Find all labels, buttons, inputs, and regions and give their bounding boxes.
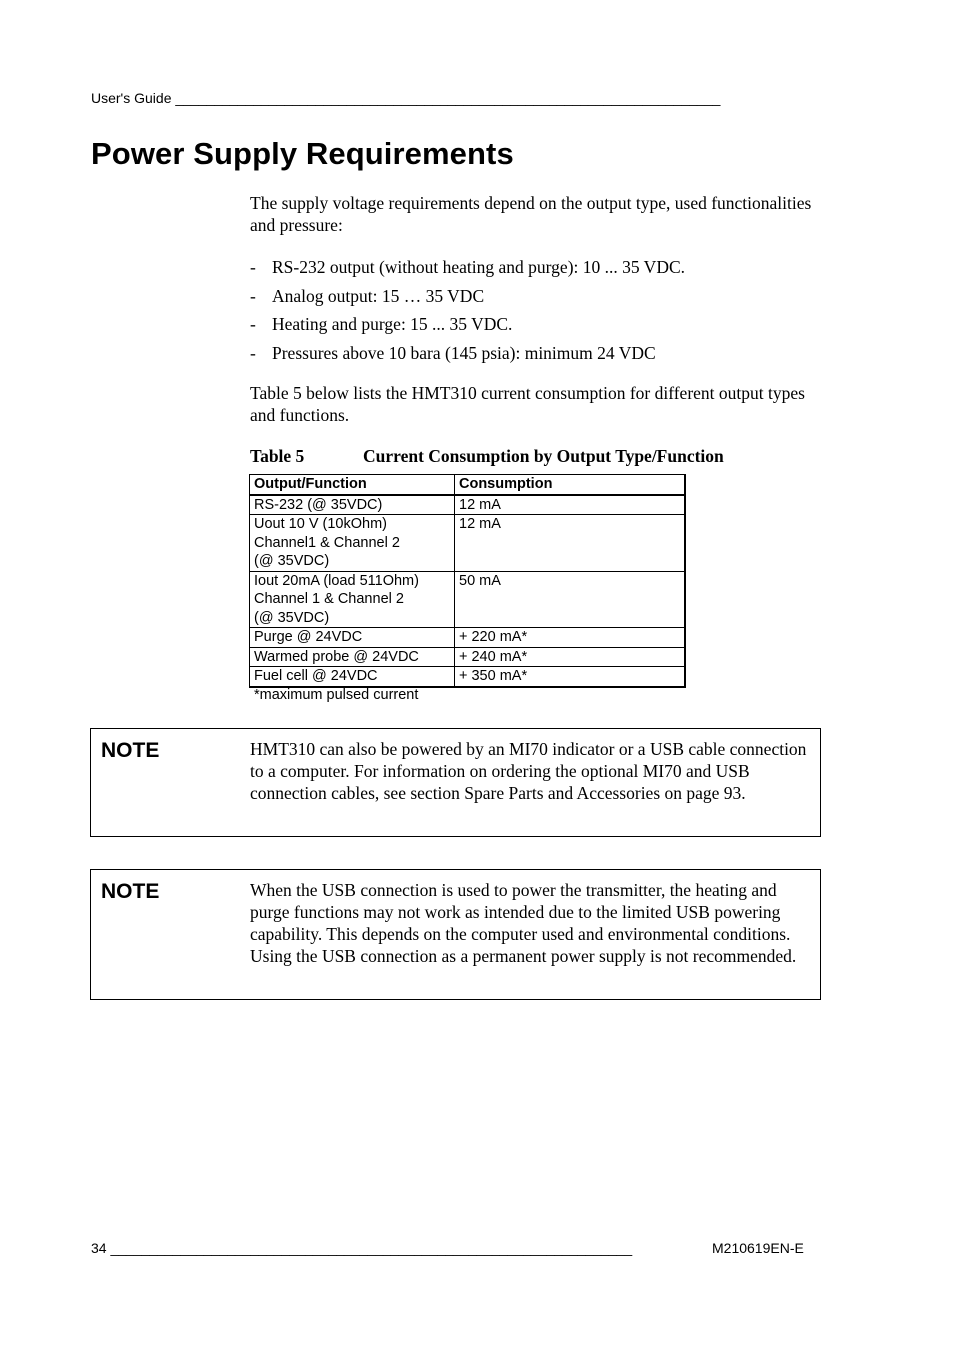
column-header-function: Output/Function bbox=[250, 475, 455, 495]
table-row bbox=[250, 647, 686, 667]
cell-consumption: 12 mA bbox=[455, 495, 686, 515]
table-row bbox=[250, 495, 686, 515]
note-box bbox=[90, 728, 821, 837]
cell-function: Uout 10 V (10kOhm) Channel1 & Channel 2 (@ 35VDC) bbox=[250, 515, 455, 572]
bullet-dash: - bbox=[250, 257, 256, 277]
cell-consumption: + 240 mA* bbox=[455, 647, 686, 667]
cell-function: Purge @ 24VDC bbox=[250, 628, 455, 648]
cell-function: Fuel cell @ 24VDC bbox=[250, 667, 455, 687]
cell-consumption: + 350 mA* bbox=[455, 667, 686, 687]
bullet-dash: - bbox=[250, 314, 256, 334]
table-row bbox=[250, 571, 686, 628]
list-item bbox=[250, 255, 685, 284]
column-header-consumption: Consumption bbox=[455, 475, 686, 495]
cell-consumption: + 220 mA* bbox=[455, 628, 686, 648]
table-caption-number: Table 5 bbox=[250, 446, 305, 466]
cell-function: Iout 20mA (load 511Ohm) Channel 1 & Channel 2 (@ 35VDC) bbox=[250, 571, 455, 628]
page-title: Power Supply Requirements bbox=[91, 136, 514, 171]
list-item-text: Analog output: 15 … 35 VDC bbox=[272, 285, 485, 306]
table-caption bbox=[250, 446, 724, 467]
requirements-list bbox=[250, 255, 685, 369]
bullet-dash: - bbox=[250, 342, 256, 363]
note-box bbox=[90, 869, 821, 1000]
cell-function: Warmed probe @ 24VDC bbox=[250, 647, 455, 667]
table-footnote: *maximum pulsed current bbox=[254, 687, 419, 703]
table-row bbox=[250, 667, 686, 687]
list-item-text: RS-232 output (without heating and purge): 10 ... 35 VDC. bbox=[272, 257, 686, 277]
note-label: NOTE bbox=[101, 880, 160, 903]
page-number-footer: 34 ___________________________________________________________________ bbox=[91, 1240, 633, 1256]
list-item bbox=[250, 312, 685, 341]
cell-consumption: 50 mA bbox=[455, 571, 686, 628]
list-item-text: Heating and purge: 15 ... 35 VDC. bbox=[272, 314, 513, 334]
note-text: HMT310 can also be powered by an MI70 indicator or a USB cable connection to a computer. For information on ordering the optional MI70 and USB connection cables, see section Spare Parts and Accessories on page 93. bbox=[250, 739, 807, 803]
cell-consumption: 12 mA bbox=[455, 515, 686, 572]
table-row bbox=[250, 628, 686, 648]
note-text: When the USB connection is used to power the transmitter, the heating and purge functions may not work as intended due to the limited USB powering capability. This depends on the computer used and environmental conditions. Using the USB connection as a permanent power supply is not recommended. bbox=[250, 880, 797, 966]
table-row bbox=[250, 515, 686, 572]
intro-paragraph: The supply voltage requirements depend on the output type, used functionalities and pressure: bbox=[250, 193, 812, 235]
bullet-dash: - bbox=[250, 285, 256, 306]
list-item-text: Pressures above 10 bara (145 psia): minimum 24 VDC bbox=[272, 342, 656, 363]
note-label: NOTE bbox=[101, 739, 160, 762]
list-item bbox=[250, 284, 685, 313]
table-caption-title: Current Consumption by Output Type/Function bbox=[363, 446, 724, 466]
document-code: M210619EN-E bbox=[712, 1240, 804, 1256]
cell-function: RS-232 (@ 35VDC) bbox=[250, 495, 455, 515]
list-item bbox=[250, 341, 685, 370]
table-intro-paragraph: Table 5 below lists the HMT310 current consumption for different output types and functions. bbox=[250, 383, 805, 425]
consumption-table bbox=[249, 474, 686, 688]
table-header-row bbox=[250, 475, 686, 495]
running-header: User's Guide ______________________________________________________________________ bbox=[91, 90, 721, 106]
